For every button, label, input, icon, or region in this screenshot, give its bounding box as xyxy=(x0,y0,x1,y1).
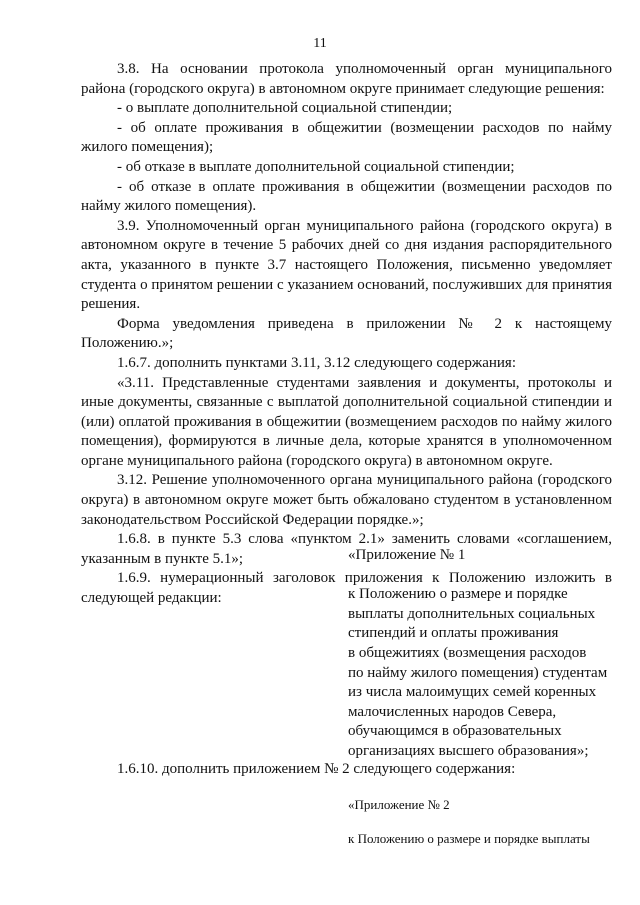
paragraph-1-6-7: 1.6.7. дополнить пунктами 3.11, 3.12 следующего содержания: xyxy=(117,354,516,371)
appendix-2-title: «Приложение № 2 xyxy=(348,797,450,812)
paragraph-1-6-8: 1.6.8. в пункте 5.3 слова «пунктом 2.1» заменить словами «соглашением, указанным в пункте 5.1»; xyxy=(81,531,612,567)
appendix-2-heading-block xyxy=(348,796,618,864)
appendix-1-line: в общежитиях (возмещения расходов xyxy=(348,644,587,661)
page-number: 11 xyxy=(313,36,327,51)
appendix-1-line: малочисленных народов Севера, xyxy=(348,703,557,720)
appendix-1-line: стипендий и оплаты проживания xyxy=(348,625,559,642)
list-item-stipend: - о выплате дополнительной социальной стипендии; xyxy=(117,100,453,117)
main-text xyxy=(81,60,612,609)
list-item-housing: - об оплате проживания в общежитии (возмещении расходов по найму жилого помещения); xyxy=(81,119,612,156)
paragraph-1-6-10: 1.6.10. дополнить приложением № 2 следующего содержания: xyxy=(117,761,516,777)
paragraph-3-11: «3.11. Представленные студентами заявления и документы, протоколы и иные документы, связанные с выплатой дополнительной социальной стипендии и (или) оплатой проживания в общежитии (возмещением расходов по найму жилого помещения), формируются в личные дела, которые хранятся в уполномоченном органе муниципального района (городского округа) в автономном округе. xyxy=(81,374,612,469)
paragraph-3-12: 3.12. Решение уполномоченного органа муниципального района (городского округа) в автономном округе может быть обжаловано студентом в установленном законодательством Российской Федерации порядке.»; xyxy=(81,472,612,528)
appendix-1-line: к Положению о размере и порядке xyxy=(348,586,568,603)
list-item-stipend-refusal: - об отказе в выплате дополнительной социальной стипендии; xyxy=(117,158,515,175)
paragraph-3-9: 3.9. Уполномоченный орган муниципального района (городского округа) в автономном округе в течение 5 рабочих дней со дня издания распорядительного акта, указанного в пункте 3.7 настоящего Положения, письменно уведомляет студента о принятом решении с указанием оснований, послуживших для принятия решения. xyxy=(81,217,612,313)
appendix-1-line: выплаты дополнительных социальных xyxy=(348,605,596,622)
after-appendix-text xyxy=(81,760,612,780)
appendix-2-line: к Положению о размере и порядке выплаты xyxy=(348,831,590,846)
appendix-1-line: из числа малоимущих семей коренных xyxy=(348,684,597,701)
appendix-1-line: обучающимся в образовательных xyxy=(348,723,562,740)
paragraph-1-6-9: 1.6.9. нумерационный заголовок приложения к Положению изложить в следующей редакции: xyxy=(81,570,612,607)
appendix-1-title: «Приложение № 1 xyxy=(348,547,466,563)
appendix-1-heading-block xyxy=(348,546,618,762)
appendix-1-line: организациях высшего образования»; xyxy=(348,742,589,759)
list-item-housing-refusal: - об отказе в оплате проживания в общежитии (возмещении расходов по найму жилого помещения). xyxy=(81,178,612,215)
paragraph-3-8: 3.8. На основании протокола уполномоченный орган муниципального района (городского округа) в автономном округе принимает следующие решения: xyxy=(81,61,612,97)
paragraph-notice-form: Форма уведомления приведена в приложении № 2 к настоящему Положению.»; xyxy=(81,315,612,352)
appendix-1-line: по найму жилого помещения) студентам xyxy=(348,664,608,681)
